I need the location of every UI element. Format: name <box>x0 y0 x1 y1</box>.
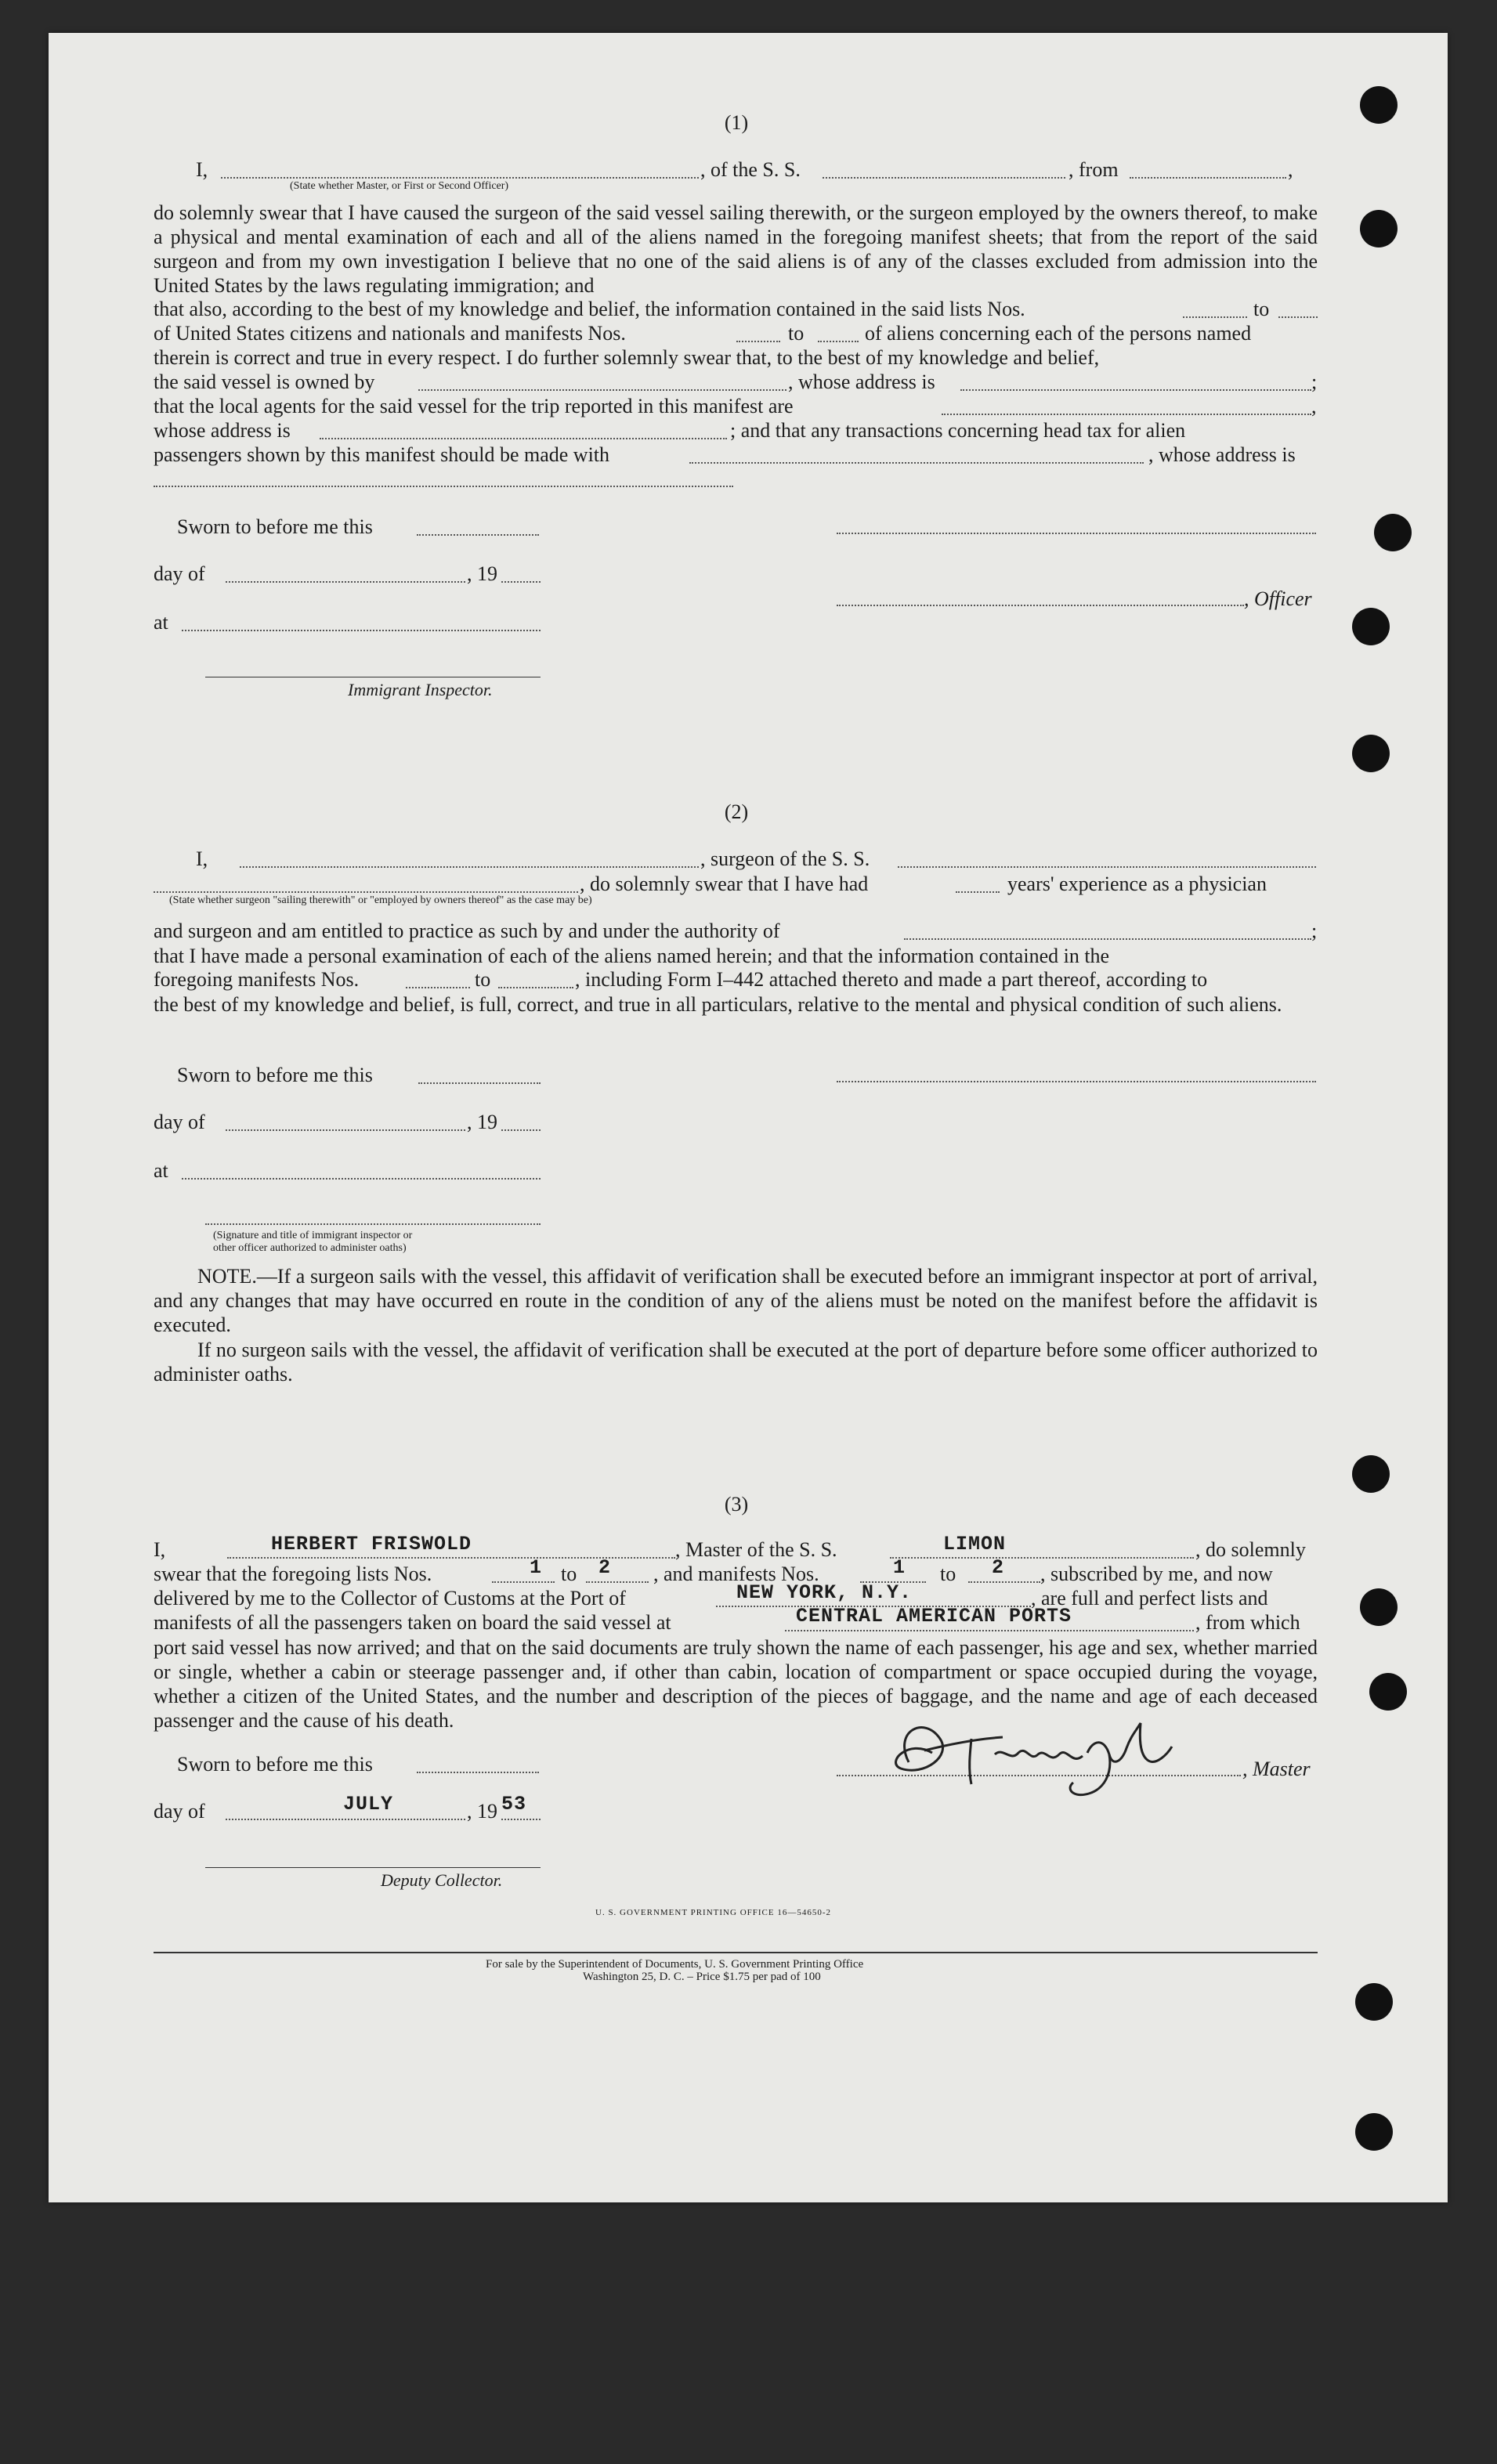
s2-at-label: at <box>154 1159 168 1182</box>
section-2-heading: (2) <box>724 800 749 823</box>
s1-vessel-field <box>823 177 1065 179</box>
s1-from-field <box>1130 177 1286 179</box>
s3-year-prefix: , 19 <box>467 1800 497 1823</box>
s1-sworn-day-field <box>417 534 539 536</box>
s2-note-no-surgeon: If no surgeon sails with the vessel, the affidavit of verification shall be executed at the port of departure before some officer authorized to administer oaths. <box>154 1339 1318 1386</box>
master-signature <box>877 1707 1222 1801</box>
s1-officer-title-line <box>837 605 1244 606</box>
s3-vessel-field <box>890 1557 1194 1559</box>
s2-examination-line: that I have made a personal examination of each of the aliens named herein; and that the information contained in the <box>154 945 1110 967</box>
s2-sworn-label: Sworn to before me this <box>177 1064 373 1086</box>
s3-i: I, <box>154 1538 166 1561</box>
s1-party-address-field <box>154 486 733 487</box>
punch-hole <box>1360 210 1398 247</box>
s2-sworn-day-field <box>418 1082 541 1084</box>
s3-master-name: HERBERT FRISWOLD <box>271 1533 472 1555</box>
s1-year-prefix: , 19 <box>467 562 497 585</box>
s3-deputy-signature-line <box>205 1867 541 1868</box>
s1-lists-to: to <box>1253 298 1270 320</box>
s3-sworn-label: Sworn to before me this <box>177 1753 373 1776</box>
s2-authority-line: and surgeon and am entitled to practice as such by and under the authority of <box>154 919 780 942</box>
s2-form-line: , including Form I–442 attached thereto and made a part thereof, according to <box>575 968 1208 991</box>
s1-place-field <box>182 630 541 631</box>
s3-taken-on-board: manifests of all the passengers taken on board the said vessel at <box>154 1611 671 1634</box>
s3-list-from: 1 <box>530 1556 543 1579</box>
s3-man-to: 2 <box>992 1556 1005 1579</box>
footer-rule <box>154 1952 1318 1953</box>
s3-lists-label: swear that the foregoing lists Nos. <box>154 1563 432 1585</box>
s1-of-ss: , of the S. S. <box>700 158 801 181</box>
s2-swear-line: , do solemnly swear that I have had <box>580 873 869 895</box>
s3-port: NEW YORK, N.Y. <box>736 1581 913 1604</box>
s2-i: I, <box>196 847 208 870</box>
s1-manifests-to: to <box>788 322 805 345</box>
section-1-heading: (1) <box>724 111 749 134</box>
sale-notice-2: Washington 25, D. C. – Price $1.75 per pad of 100 <box>583 1971 821 1983</box>
s3-man-to-label: to <box>940 1563 956 1585</box>
s1-year-field <box>501 581 541 583</box>
s3-delivered-label: delivered by me to the Collector of Customs at the Port of <box>154 1587 626 1610</box>
s3-man-from: 1 <box>893 1556 906 1579</box>
s1-agents-line: that the local agents for the said vessel for the trip reported in this manifest are <box>154 395 794 417</box>
s2-manifests-label: foregoing manifests Nos. <box>154 968 360 991</box>
s1-lists-to-field <box>1278 316 1318 318</box>
s2-sig-caption-1: (Signature and title of immigrant inspector or <box>213 1230 413 1241</box>
s1-at-label: at <box>154 611 168 634</box>
s3-subscribed: , subscribed by me, and now <box>1040 1563 1273 1585</box>
punch-hole <box>1352 608 1390 645</box>
s1-headtax-line: ; and that any transactions concerning head tax for alien <box>730 419 1186 442</box>
s1-correct-line: therein is correct and true in every respect. I do further solemnly swear that, to the best of my knowledge and belief, <box>154 346 1100 369</box>
s2-month-field <box>226 1129 465 1131</box>
s1-oath-paragraph: do solemnly swear that I have caused the surgeon of the said vessel sailing therewith, or the surgeon employed by the owners thereof, to make a physical and mental examination of each and all of the aliens named in the foregoing manifest sheets; that from the report of the said surgeon and from my own investigation I believe that no one of the said aliens is of any of the classes excluded from admission into the United States by the laws regulating immigration; and <box>154 201 1318 297</box>
s2-authority-field <box>904 938 1311 940</box>
s1-comma-2: , <box>1311 395 1317 417</box>
s1-manifests-from-field <box>736 341 780 342</box>
s1-lists-from-field <box>1183 316 1247 318</box>
punch-hole <box>1355 2113 1393 2151</box>
s1-officer-label: , Officer <box>1244 587 1312 610</box>
s1-owner-address-field <box>960 389 1311 391</box>
s3-man-to-field <box>968 1581 1040 1583</box>
s1-lists-line: that also, according to the best of my knowledge and belief, the information contained in the said lists Nos. <box>154 298 1025 320</box>
s1-sworn-label: Sworn to before me this <box>177 515 373 538</box>
s1-agents-address-field <box>320 438 727 439</box>
s1-owned-by: the said vessel is owned by <box>154 370 375 393</box>
s3-solemnly: , do solemnly <box>1195 1538 1306 1561</box>
s1-inspector-label: Immigrant Inspector. <box>348 680 493 699</box>
s1-owner-field <box>418 389 786 391</box>
s2-years-field <box>956 891 1000 893</box>
s1-party-address-label: , whose address is <box>1148 443 1296 466</box>
s3-deputy-label: Deputy Collector. <box>381 1870 503 1890</box>
punch-hole <box>1360 1588 1398 1626</box>
s3-from-which: , from which <box>1195 1611 1300 1634</box>
s1-headtax-party-field <box>689 462 1144 464</box>
s3-list-from-field <box>492 1581 555 1583</box>
s1-agents-field <box>942 414 1311 415</box>
s2-sig-caption-2: other officer authorized to administer oaths) <box>213 1242 407 1254</box>
s1-day-of-label: day of <box>154 562 205 585</box>
s1-semicolon: ; <box>1311 370 1318 393</box>
s1-manifests-to-field <box>818 341 859 342</box>
s1-officer-rank-field <box>221 177 699 179</box>
s1-i: I, <box>196 158 208 181</box>
s2-day-of-label: day of <box>154 1111 205 1133</box>
s2-manifests-from-field <box>406 987 470 988</box>
s3-from-port: CENTRAL AMERICAN PORTS <box>796 1605 1072 1628</box>
s2-manifests-to: to <box>475 968 491 991</box>
s3-year-suffix: 53 <box>501 1793 527 1815</box>
s2-surgeon-of-ss: , surgeon of the S. S. <box>700 847 870 870</box>
s3-perfect-lists: , are full and perfect lists and <box>1031 1587 1268 1610</box>
s1-from: , from <box>1069 158 1119 181</box>
s2-manifests-to-field <box>498 987 573 988</box>
s3-month-field <box>226 1819 465 1820</box>
s2-semicolon: ; <box>1311 919 1318 942</box>
s3-manifests-label: , and manifests Nos. <box>653 1563 819 1585</box>
s2-vessel-field <box>898 866 1316 868</box>
s2-surgeon-name-field <box>240 866 699 868</box>
s3-year-field <box>501 1819 541 1820</box>
s2-surgeon-type-caption: (State whether surgeon "sailing therewith" or "employed by owners thereof" as the case may be) <box>169 894 592 906</box>
s3-month: JULY <box>343 1793 394 1815</box>
section-3-heading: (3) <box>724 1493 749 1516</box>
punch-hole <box>1355 1983 1393 2021</box>
s2-place-field <box>182 1178 541 1180</box>
s1-manifests-tail: of aliens concerning each of the persons named <box>865 322 1252 345</box>
s1-manifests-line: of United States citizens and nationals and manifests Nos. <box>154 322 626 345</box>
s1-comma: , <box>1288 158 1293 181</box>
s2-note-paragraph: NOTE.—If a surgeon sails with the vessel, this affidavit of verification shall be executed before an immigrant inspector at port of arrival, and any changes that may have occurred en route in the condition of any of the aliens must be noted on the manifest before the affidavit is executed. <box>154 1265 1318 1336</box>
gpo-imprint: U. S. GOVERNMENT PRINTING OFFICE 16—54650-2 <box>595 1908 832 1917</box>
s1-owner-address-label: , whose address is <box>788 370 935 393</box>
punch-hole <box>1352 735 1390 772</box>
s3-sworn-day-field <box>417 1772 539 1773</box>
s3-master-label: , Master <box>1242 1758 1311 1780</box>
s1-agents-address-label: whose address is <box>154 419 291 442</box>
s2-year-prefix: , 19 <box>467 1111 497 1133</box>
s1-month-field <box>226 581 465 583</box>
s3-list-to-label: to <box>561 1563 577 1585</box>
punch-hole <box>1374 514 1412 551</box>
s2-belief-paragraph: the best of my knowledge and belief, is full, correct, and true in all particulars, relative to the mental and physical condition of such aliens. <box>154 993 1282 1016</box>
s2-inspector-signature-line <box>205 1223 541 1225</box>
s3-documents-paragraph: port said vessel has now arrived; and that on the said documents are truly shown the name of each passenger, his age and sex, whether married or single, whether a cabin or steerage passenger and, if other than cabin, location of compartment or space occupied during the voyage, whether a citizen of the United States, and the number and description of the pieces of baggage, and the name and age of each deceased passenger and the cause of his death. <box>154 1636 1318 1732</box>
s3-list-to-field <box>586 1581 649 1583</box>
punch-hole <box>1369 1673 1407 1711</box>
s2-surgeon-type-field <box>154 891 578 893</box>
s3-list-to: 2 <box>598 1556 612 1579</box>
s1-officer-signature-line <box>837 533 1316 534</box>
s3-from-port-field <box>785 1630 1194 1631</box>
s2-years-label: years' experience as a physician <box>1007 873 1267 895</box>
s3-master-of-ss: , Master of the S. S. <box>675 1538 837 1561</box>
s2-surgeon-signature-line <box>837 1081 1316 1082</box>
s1-rank-caption: (State whether Master, or First or Second Officer) <box>290 180 509 192</box>
s2-year-field <box>501 1129 541 1131</box>
s3-vessel-name: LIMON <box>943 1533 1007 1555</box>
sale-notice-1: For sale by the Superintendent of Documents, U. S. Government Printing Office <box>486 1958 864 1971</box>
punch-hole <box>1352 1455 1390 1493</box>
s1-passengers-line: passengers shown by this manifest should be made with <box>154 443 610 466</box>
s3-day-of-label: day of <box>154 1800 205 1823</box>
